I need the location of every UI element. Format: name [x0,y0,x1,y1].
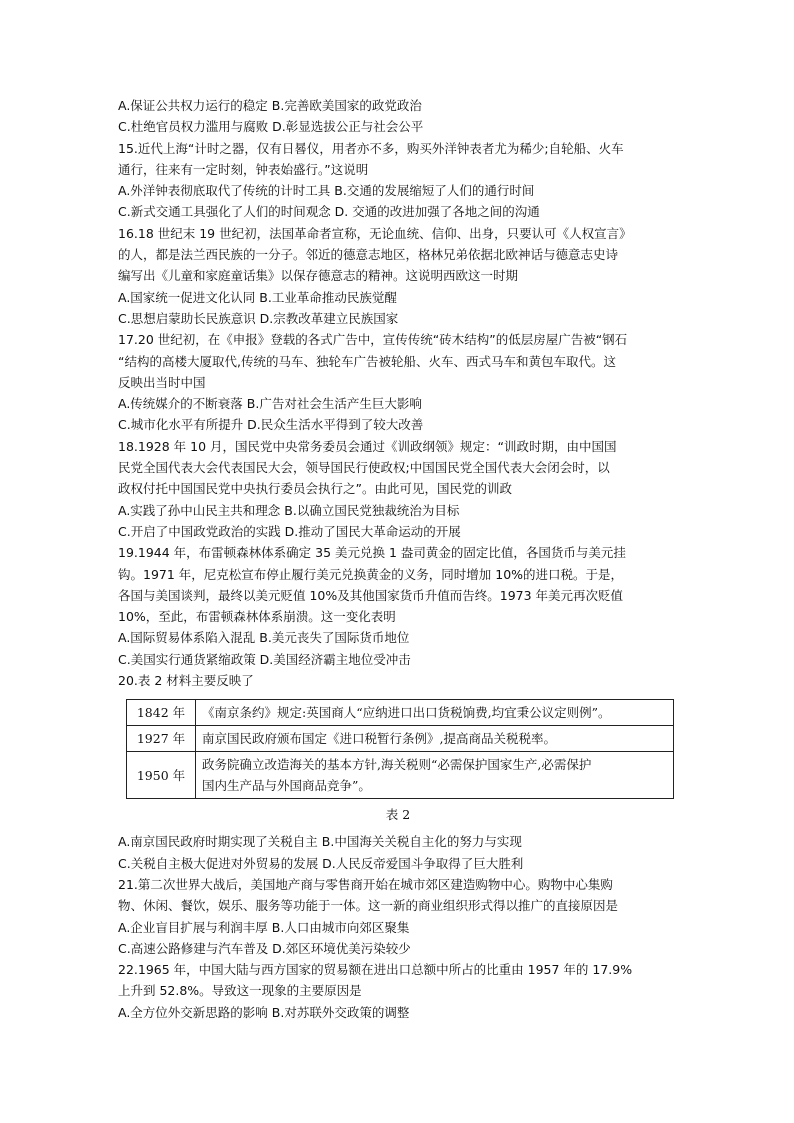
text-line: 的人，都是法兰西民族的一分子。邻近的德意志地区，格林兄弟依据北欧神话与德意志史诗 [118,247,619,263]
questions-20-22 [118,831,678,1023]
table-year-cell: 1950 年 [127,752,196,799]
text-line: 编写出《儿童和家庭童话集》以保存德意志的精神。这说明西欧这一时期 [118,268,519,284]
table-row [127,700,674,726]
question-text [118,95,678,1023]
text-line: C.新式交通工具强化了人们的时间观念 D. 交通的改进加强了各地之间的沟通 [118,204,540,220]
table-caption: 表 2 [385,807,411,823]
text-line: 20.表 2 材料主要反映了 [118,673,254,689]
table-text-cell [196,752,674,799]
table-row [127,726,674,752]
text-line: 22.1965 年，中国大陆与西方国家的贸易额在进出口总额中所占的比重由 1957 年的 17.9% [118,962,633,978]
text-line: C.杜绝官员权力滥用与腐败 D.彰显选拔公正与社会公平 [118,119,424,135]
text-line: 通行，往来有一定时刻，钟表始盛行。”这说明 [118,161,369,177]
text-line: 15.近代上海“计时之器，仅有日晷仪，用者亦不多，购买外洋钟表者尤为稀少;自轮船、火车 [118,140,624,156]
text-line: 上升到 52.8%。导致这一现象的主要原因是 [118,983,362,999]
text-line: C.高速公路修建与汽车普及 D.郊区环境优美污染较少 [118,940,411,956]
table-year-cell: 1927 年 [127,726,196,752]
text-line: 17.20 世纪初，在《申报》登载的各式广告中，宣传传统“砖木结构”的低层房屋广告被“钢石 [118,332,628,348]
table-text-cell: 南京国民政府颁布国定《进口税暂行条例》,提高商品关税税率。 [196,726,674,752]
text-line: 21.第二次世界大战后，美国地产商与零售商开始在城市郊区建造购物中心。购物中心集购 [118,876,613,892]
text-line: A.实践了孙中山民主共和理念 B.以确立国民党独裁统治为目标 [118,502,460,518]
text-line: A.国际贸易体系陷入混乱 B.美元丧失了国际货币地位 [118,630,410,646]
text-line: C.开启了中国政党政治的实践 D.推动了国民大革命运动的开展 [118,523,461,539]
text-line: A.企业盲目扩展与利润丰厚 B.人口由城市向郊区聚集 [118,919,410,935]
text-line: C.关税自主极大促进对外贸易的发展 D.人民反帝爱国斗争取得了巨大胜利 [118,855,524,871]
text-line: A.南京国民政府时期实现了关税自主 B.中国海关关税自主化的努力与实现 [118,834,522,850]
table-text-line: 政务院确立改造海关的基本方针,海关税则“必需保护国家生产,必需保护 [202,757,592,773]
text-line: C.美国实行通货紧缩政策 D.美国经济霸主地位受冲击 [118,651,411,667]
text-line: 18.1928 年 10 月，国民党中央常务委员会通过《训政纲领》规定：“训政时期，由中国国 [118,438,617,454]
text-line: A.国家统一促进文化认同 B.工业革命推动民族觉醒 [118,289,397,305]
text-line: 民党全国代表大会代表国民大会，领导国民行使政权;中国国民党全国代表大会闭会时，以 [118,460,610,476]
table-year-cell: 1842 年 [127,700,196,726]
table-text-cell: 《南京条约》规定:英国商人“应纳进口出口货税饷费,均宜秉公议定则例”。 [196,700,674,726]
text-line: A.全方位外交新思路的影响 B.对苏联外交政策的调整 [118,1004,410,1020]
text-line: 反映出当时中国 [118,374,206,390]
table-2 [126,699,676,799]
text-line: 各国与美国谈判，最终以美元贬值 10%及其他国家货币升值而告终。1973 年美元再次贬值 [118,587,624,603]
text-line: 16.18 世纪末 19 世纪初，法国革命者宣称，无论血统、信仰、出身，只要认可《人权宣言》 [118,225,632,241]
text-line: 物、休闲、餐饮，娱乐、服务等功能于一体。这一新的商业组织形式得以推广的直接原因是 [118,898,619,914]
text-line: 19.1944 年，布雷顿森林体系确定 35 美元兑换 1 盎司黄金的固定比值，各国货币与美元挂 [118,545,626,561]
customs-table [126,699,674,799]
text-line: A.保证公共权力运行的稳定 B.完善欧美国家的政党政治 [118,98,422,113]
table-text-line: 国内生产品与外国商品竞争”。 [202,778,371,794]
text-line: 10%，至此，布雷顿森林体系崩溃。这一变化表明 [118,609,396,625]
text-line: C.城市化水平有所提升 D.民众生活水平得到了较大改善 [118,417,424,433]
text-line: 钩。1971 年，尼克松宣布停止履行美元兑换黄金的义务，同时增加 10%的进口税。于是， [118,566,624,582]
text-line: 政权付托中国国民党中央执行委员会执行之”。由此可见，国民党的训政 [118,481,512,497]
text-line: A.外洋钟表彻底取代了传统的计时工具 B.交通的发展缩短了人们的通行时间 [118,183,535,199]
table-row [127,752,674,799]
text-line: C.思想启蒙助长民族意识 D.宗教改革建立民族国家 [118,310,399,326]
text-line: A.传统媒介的不断衰落 B.广告对社会生活产生巨大影响 [118,396,422,412]
text-line: “结构的高楼大厦取代,传统的马车、独轮车广告被轮船、火车、西式马车和黄包车取代。这 [118,353,616,369]
questions-15-20 [118,95,678,691]
